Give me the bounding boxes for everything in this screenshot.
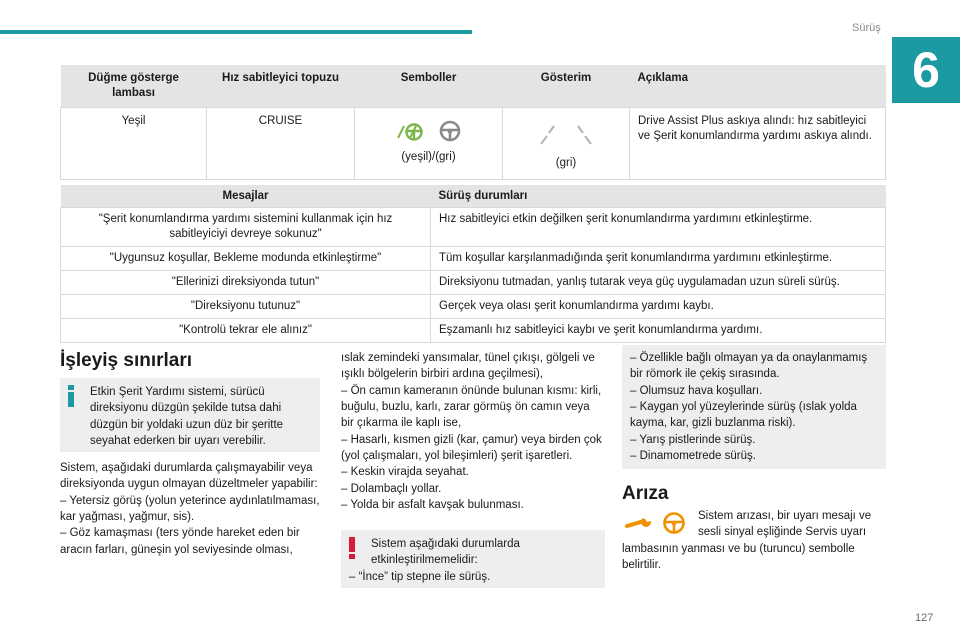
limits-body-col2 bbox=[341, 350, 605, 513]
list-item: – Dolambaçlı yollar. bbox=[341, 482, 442, 495]
lane-lines-gray-icon bbox=[535, 120, 597, 148]
table-row bbox=[61, 247, 886, 271]
list-item: – Keskin virajda seyahat. bbox=[341, 466, 469, 479]
list-item: ıslak zemindeki yansımalar, tünel çıkışı, gölgeli ve ışıklı bölgelerin birbiri ardına geçilmesi), bbox=[341, 352, 595, 381]
message-cell: "Uygunsuz koşullar, Bekleme modunda etkinleştirme" bbox=[61, 247, 431, 271]
th-knob: Hız sabitleyici topuzu bbox=[207, 65, 355, 107]
list-item: – Göz kamaşması (ters yönde hareket eden bir aracın farları, güneşin yol seviyesinde olması, bbox=[60, 527, 300, 556]
list-item: – Yarış pistlerinde sürüş. bbox=[630, 433, 756, 446]
limits-body-col1 bbox=[60, 460, 322, 558]
list-item: – Dinamometrede sürüş. bbox=[630, 449, 756, 462]
message-cell: "Ellerinizi direksiyonda tutun" bbox=[61, 270, 431, 294]
th-lamp: Düğme gösterge lambası bbox=[61, 65, 207, 107]
message-cell: "Direksiyonu tutunuz" bbox=[61, 294, 431, 318]
th-symbols: Semboller bbox=[355, 65, 503, 107]
message-cell: "Şerit konumlandırma yardımı sistemini kullanmak için hız sabitleyiciyi devreye sokunuz" bbox=[61, 208, 431, 247]
limits-heading: İşleyiş sınırları bbox=[60, 350, 193, 371]
list-item: – Yetersiz görüş (yolun yeterince aydınlatılmaması, kar yağması, yağmur, sis). bbox=[60, 494, 320, 523]
steering-wheel-orange-icon bbox=[662, 511, 686, 535]
table-row bbox=[61, 270, 886, 294]
list-item: – Özellikle bağlı olmayan ya da onaylanmamış bir römork ile çekiş sırasında. bbox=[630, 352, 868, 381]
display-caption: (gri) bbox=[555, 157, 577, 170]
symbols-cell bbox=[355, 107, 503, 179]
th-messages: Mesajlar bbox=[61, 185, 431, 208]
list-item: – Ön camın kameranın önünde bulunan kısmı: kirli, buğulu, buzlu, karlı, zarar görmüş ön camın veya bir çıkarma ile kaplı ise, bbox=[341, 384, 602, 430]
list-item: – Olumsuz hava koşulları. bbox=[630, 384, 763, 397]
fault-heading: Arıza bbox=[622, 483, 669, 504]
info-icon bbox=[68, 385, 74, 407]
display-cell bbox=[503, 107, 630, 179]
state-cell: Eşzamanlı hız sabitleyici kaybı ve şerit konumlandırma yardımı. bbox=[431, 318, 886, 342]
warning-intro: Sistem aşağıdaki durumlarda etkinleştirilmemelidir: bbox=[371, 538, 520, 567]
info-text: Etkin Şerit Yardımı sistemi, sürücü direksiyonu düzgün şekilde tutsa dahi düzgün bir yoldaki uzun düz bir şeritte seyahat ederken bir uyarı verebilir. bbox=[90, 386, 284, 447]
table-row bbox=[61, 208, 886, 247]
symbols-caption: (yeşil)/(gri) bbox=[401, 150, 456, 163]
state-cell: Hız sabitleyici etkin değilken şerit konumlandırma yardımını etkinleştirme. bbox=[431, 208, 886, 247]
table-row bbox=[61, 318, 886, 342]
section-name: Sürüş bbox=[852, 22, 881, 34]
th-driving-states: Sürüş durumları bbox=[431, 185, 886, 208]
fault-text-a: Sistem arızası, bir uyarı mesajı ve sesli sinyal eşliğinde Servis uyarı bbox=[698, 510, 872, 539]
header-accent-bar bbox=[0, 30, 472, 34]
message-cell: "Kontrolü tekrar ele alınız" bbox=[61, 318, 431, 342]
status-table bbox=[60, 65, 886, 180]
state-cell: Direksiyonu tutmadan, yanlış tutarak veya güç uygulamadan uzun süreli sürüş. bbox=[431, 270, 886, 294]
limits-intro: Sistem, aşağıdaki durumlarda çalışmayabilir veya direksiyonda uygun olmayan düzeltmeler yapabilir: bbox=[60, 462, 318, 491]
warning-box bbox=[341, 530, 605, 588]
chapter-number: 6 bbox=[892, 37, 960, 103]
th-display: Gösterim bbox=[503, 65, 630, 107]
knob-cell: CRUISE bbox=[207, 107, 355, 179]
table-row bbox=[61, 294, 886, 318]
state-cell: Gerçek veya olası şerit konumlandırma yardımı kaybı. bbox=[431, 294, 886, 318]
list-item: – Hasarlı, kısmen gizli (kar, çamur) veya birden çok (yol çalışmaları, yol bileşimleri) şerit işaretleri. bbox=[341, 433, 602, 462]
info-box bbox=[60, 378, 320, 452]
description-cell: Drive Assist Plus askıya alındı: hız sabitleyici ve Şerit konumlandırma yardımı askıya alındı. bbox=[630, 107, 886, 179]
page-number: 127 bbox=[915, 612, 934, 624]
fault-symbols bbox=[624, 510, 690, 536]
messages-table bbox=[60, 185, 886, 343]
state-cell: Tüm koşullar karşılanmadığında şerit konumlandırma yardımını etkinleştirme. bbox=[431, 247, 886, 271]
warning-icon bbox=[349, 537, 355, 559]
list-item: – Yolda bir asfalt kavşak bulunması. bbox=[341, 498, 524, 511]
list-item: – Kaygan yol yüzeylerinde sürüş (ıslak yolda kayma, kar, gizli buzlanma riski). bbox=[630, 400, 857, 430]
limits-list-box bbox=[622, 345, 886, 469]
table-row bbox=[61, 107, 886, 179]
th-description: Açıklama bbox=[630, 65, 886, 107]
steering-wheel-gray-icon bbox=[438, 120, 462, 142]
steering-wheel-green-icon bbox=[396, 120, 426, 142]
lamp-cell: Yeşil bbox=[61, 107, 207, 179]
warning-item: – “İnce” tip stepne ile sürüş. bbox=[349, 570, 491, 583]
wrench-orange-icon bbox=[624, 513, 654, 533]
fault-text-b: lambasının yanması ve bu (turuncu) sembolle belirtilir. bbox=[622, 543, 855, 572]
